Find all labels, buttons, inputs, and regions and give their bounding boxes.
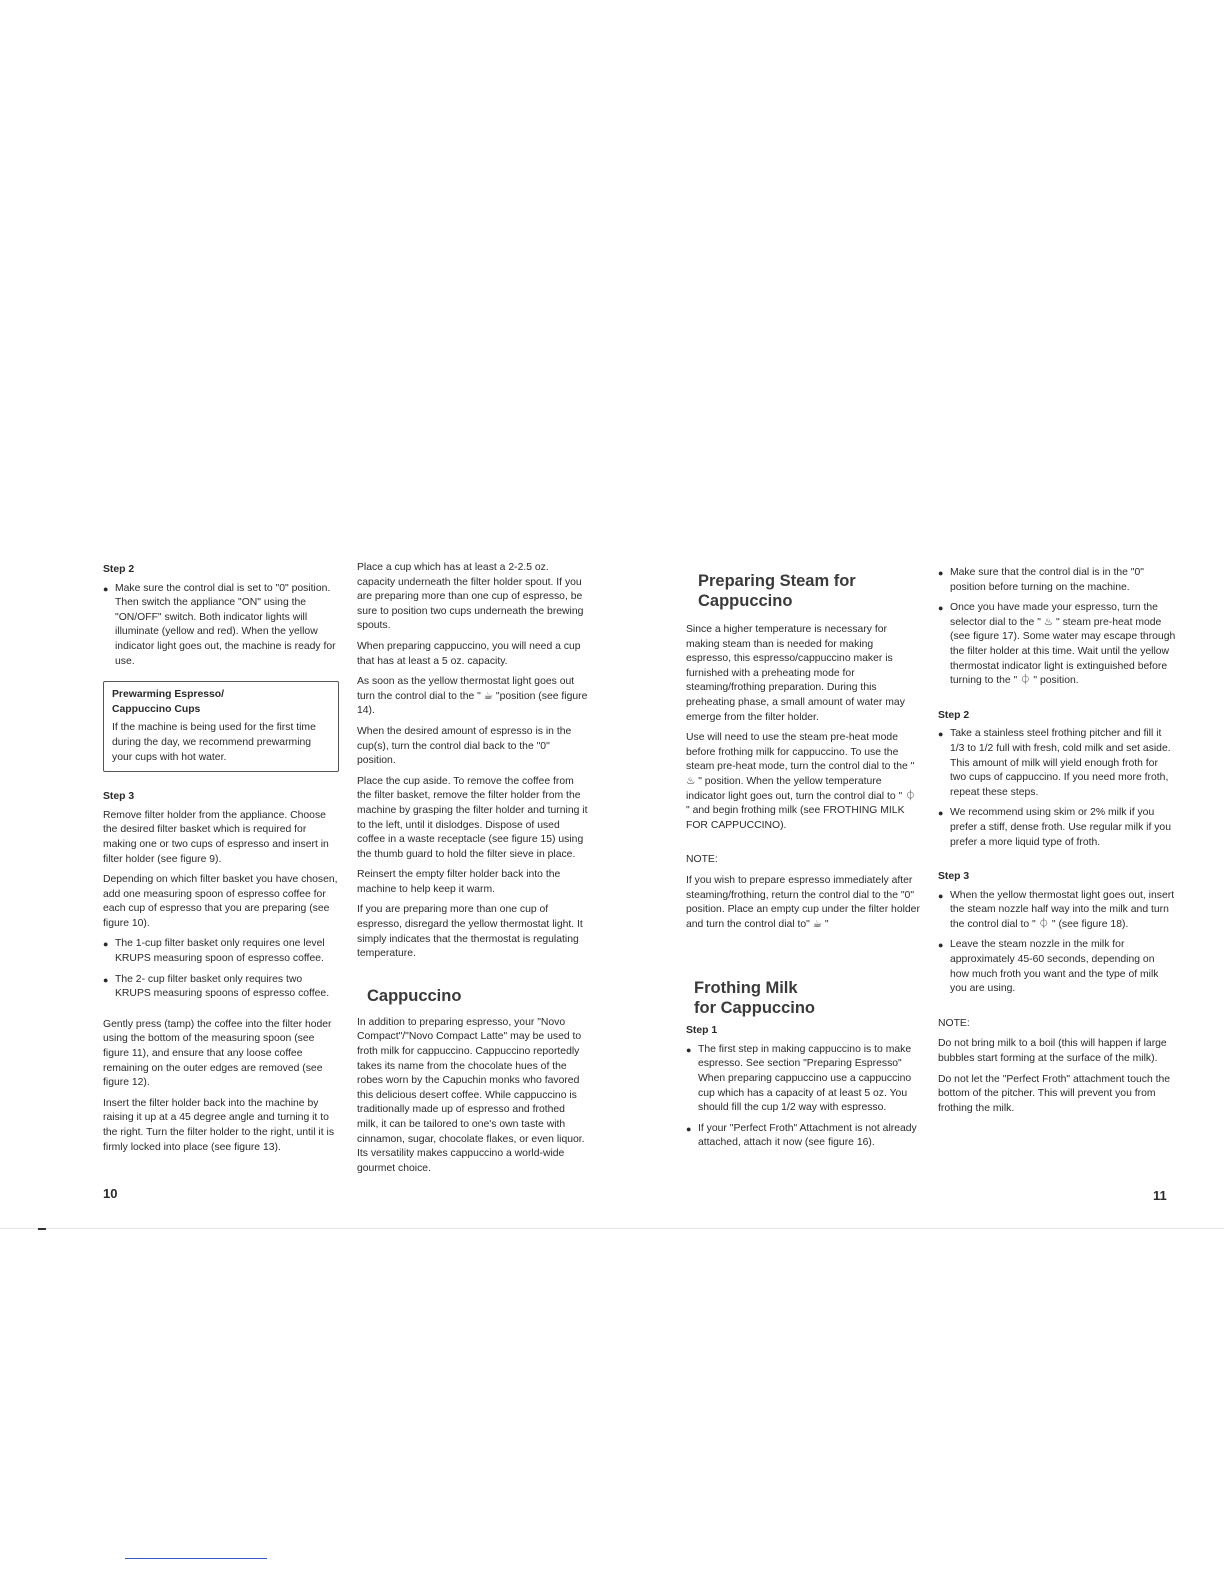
- scan-fold-line: [0, 1228, 1224, 1229]
- col3-paragraph-1: Since a higher temperature is necessary for making steam than is needed for making espresso, this espresso/cappuccino maker is furnished with a preheating mode for steaming/frothing preparation. During this preheating phase, a small amount of water may emerge from the filter holder.: [686, 624, 905, 723]
- step-3-paragraph-1: Remove filter holder from the appliance. Choose the desired filter basket which is required for making one or two cups of espresso and insert in filter holder (see figure 9).: [103, 809, 329, 865]
- col2-paragraph-7: If you are preparing more than one cup of espresso, disregard the yellow thermostat light. It simply indicates that the thermostat is regulating temperature.: [357, 904, 583, 960]
- scan-speck: [38, 1228, 46, 1230]
- col3-bullet-2: ● If your "Perfect Froth" Attachment is not already attached, attach it now (see figure 16).: [686, 1122, 920, 1151]
- preparing-steam-heading-line1: Preparing Steam for: [698, 572, 856, 590]
- col2-paragraph-2: When preparing cappuccino, you will need a cup that has at least a 5 oz. capacity.: [357, 640, 581, 667]
- callout-title: [112, 688, 330, 717]
- step-3-paragraph-2: Depending on which filter basket you have chosen, add one measuring spoon of espresso coffee for each cup of espresso that you are preparing (see figure 10).: [103, 874, 338, 929]
- page-number-left: 10: [103, 1186, 118, 1201]
- cappuccino-heading: Cappuccino: [367, 986, 462, 1005]
- step-3-bullet-2: ● The 2- cup filter basket only requires two KRUPS measuring spoons of espresso coffee.: [103, 973, 339, 1002]
- col4-bullet-1: ● Make sure that the control dial is in the "0" position before turning on the machine.: [938, 566, 1176, 595]
- frothing-milk-heading-line1: Frothing Milk: [694, 979, 798, 998]
- col2-paragraph-1: Place a cup which has at least a 2-2.5 oz. capacity underneath the filter holder spout. If you are preparing more than one cup of espresso, be sure to position two cups underneath the brewing spouts.: [357, 562, 584, 632]
- col3-note-text: If you wish to prepare espresso immediately after steaming/frothing, return the control dial to the "0" position. Place an empty cup under the filter holder and turn the control dial to" ☕ ": [686, 874, 920, 930]
- col4-note-paragraph-1: Do not bring milk to a boil (this will happen if large bubbles start forming at the surface of the milk).: [938, 1038, 1167, 1065]
- callout-text: If the machine is being used for the first time during the day, we recommend prewarming your cups with hot water.: [112, 722, 316, 763]
- col4-step-3-label: Step 3: [938, 871, 970, 883]
- col4-note-label: NOTE:: [938, 1017, 970, 1029]
- frothing-milk-heading-line2: for Cappuccino: [694, 999, 816, 1018]
- step-2-label: Step 2: [103, 564, 135, 575]
- callout-title-line1: Prewarming Espresso/: [112, 689, 225, 701]
- callout-title-line2: Cappuccino Cups: [112, 703, 201, 715]
- step-3-label: Step 3: [103, 791, 135, 803]
- col3-paragraph-2: Use will need to use the steam pre-heat mode before frothing milk for cappuccino. To use the steam pre-heat mode, turn the control dial to the " ♨ " position. When the yellow temperature indicator light goes out, turn the control dial to " ⏀ " and begin frothing milk (see FROTHING MILK FOR CAPPUCCINO).: [686, 732, 916, 831]
- step-2-bullet: ● Make sure the control dial is set to "0" position. Then switch the appliance "ON" using the "ON/OFF" switch. Both indicator lights will illuminate (yellow and red). When the yellow indicator light goes out, the machine is ready for use.: [103, 582, 339, 670]
- step-3-paragraph-4: Insert the filter holder back into the machine by raising it up at a 45 degree angle and turning it to the right. Turn the filter holder to the right, until it is firmly locked into place (see figure 13).: [103, 1097, 335, 1153]
- col3-note-label: NOTE:: [686, 854, 718, 866]
- right-column-1: [686, 571, 920, 1157]
- left-column-1: [103, 563, 339, 1161]
- col4-bullet-4: ● We recommend using skim or 2% milk if you prefer a stiff, dense froth. Use regular milk if you prefer a more liquid type of froth.: [938, 806, 1176, 850]
- col4-step-2-label: Step 2: [938, 709, 970, 721]
- bottom-blue-line: [125, 1558, 267, 1559]
- preparing-steam-heading: [698, 571, 920, 611]
- col2-paragraph-3: As soon as the yellow thermostat light goes out turn the control dial to the " ☕ "position (see figure 14).: [357, 676, 588, 717]
- page-number-right: 11: [1153, 1188, 1167, 1203]
- col3-bullet-1: ● The first step in making cappuccino is to make espresso. See section "Preparing Espresso" When preparing cappuccino use a cappuccino cup which has a capacity of at least 5 oz. You should fill the cup 1/2 way with espresso.: [686, 1043, 920, 1116]
- col4-bullet-5: ● When the yellow thermostat light goes out, insert the steam nozzle half way into the milk and turn the control dial to " ⏀ " (see figure 18).: [938, 889, 1176, 933]
- col2-paragraph-5: Place the cup aside. To remove the coffee from the filter basket, remove the filter holder from the machine by grasping the filter holder and turning it to the left, until it dislodges. Dispose of used coffee in a waste receptacle (see figure 15) using the thumb guard to hold the filter sieve in place.: [357, 775, 588, 860]
- step-3-paragraph-3: Gently press (tamp) the coffee into the filter hoder using the bottom of the measuring spoon (see figure 11), and ensure that any loose coffee remaining on the outer edges are removed (see figure 12).: [103, 1018, 332, 1089]
- col2-paragraph-6: Reinsert the empty filter holder back into the machine to help keep it warm.: [357, 869, 561, 895]
- preparing-steam-heading-line2: Cappuccino: [698, 592, 793, 610]
- step-3-bullet-1: ● The 1-cup filter basket only requires one level KRUPS measuring spoon of espresso coffee.: [103, 937, 339, 966]
- right-column-2: [938, 566, 1176, 1122]
- col4-bullet-2: ● Once you have made your espresso, turn the selector dial to the " ♨ " steam pre-heat mode (see figure 17). Some water may escape through the filter holder at this time. Wait until the yellow thermostat indicator light is extinguished before turning to the " ⏀ " position.: [938, 601, 1176, 689]
- col4-note-paragraph-2: Do not let the "Perfect Froth" attachment touch the bottom of the pitcher. This will prevent you from frothing the milk.: [938, 1073, 1171, 1114]
- step-1-label: Step 1: [686, 1025, 718, 1037]
- col4-bullet-3: ● Take a stainless steel frothing pitcher and fill it 1/3 to 1/2 full with fresh, cold milk and set aside. This amount of milk will yield enough froth for two cups of cappuccino. If you need more froth, repeat these steps.: [938, 727, 1176, 800]
- col2-paragraph-4: When the desired amount of espresso is in the cup(s), turn the control dial back to the "0" position.: [357, 725, 572, 767]
- col2-paragraph-8: In addition to preparing espresso, your "Novo Compact"/"Novo Compact Latte" may be used to froth milk for cappuccino. Cappuccino reportedly takes its name from the chocolate hues of the robes worn by the Capuchin monks who favored this delicious desert coffee. While cappuccino is traditionally made up of espresso and frothed milk, it can be tailored to one's own taste with cinnamon, sugar, chocolate flakes, or even liquor. Its versatility makes cappuccino a world-wide gourmet choice.: [357, 1016, 585, 1174]
- left-column-2: [357, 561, 589, 1182]
- prewarming-callout-box: [103, 681, 339, 772]
- frothing-milk-heading: [694, 978, 920, 1018]
- col4-bullet-6: ● Leave the steam nozzle in the milk for approximately 45-60 seconds, depending on how much froth you want and the type of milk you are using.: [938, 938, 1176, 996]
